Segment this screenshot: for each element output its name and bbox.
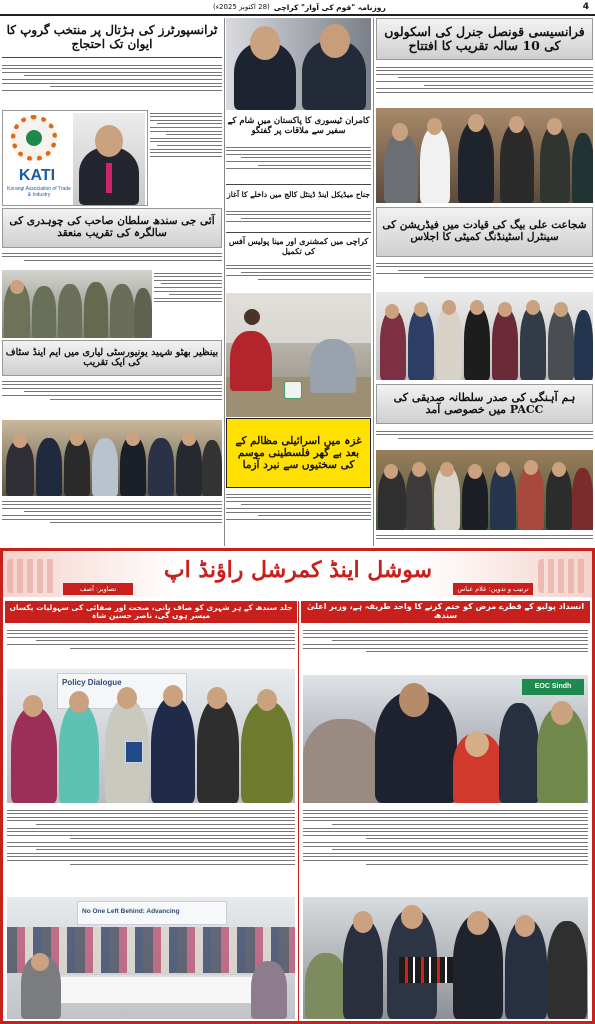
headline-shujaat[interactable]: شجاعت علی بیگ کی قیادت میں فیڈریشن کی سینٹرل اسٹینڈنگ کمیٹی کا اجلاس	[376, 207, 593, 257]
photographer-tag: تصاویر: آصف	[63, 583, 133, 595]
social-section	[0, 548, 595, 1024]
article-body-sultan-2	[154, 270, 222, 338]
article-body-sultan	[2, 250, 222, 268]
headline-kamran-tessori[interactable]: کامران ٹیسوری کا پاکستان میں شام کے سفیر سے ملاقات پر گفتگو	[227, 116, 370, 136]
article-body-police	[226, 262, 371, 290]
article-body-transporters	[2, 62, 222, 108]
photo-policy-dialogue	[7, 669, 295, 803]
photo-police-officers	[2, 270, 152, 338]
photo-french-consulate	[376, 108, 593, 203]
article-body-gaza	[226, 491, 371, 543]
article-body-french	[376, 64, 593, 106]
issue-date: (28 اکتوبر 2025ء)	[212, 3, 270, 11]
headline-benazir[interactable]: بینظیر بھٹو شہید یونیورسٹی لیاری میں ایم اینڈ سٹاف کی ایک تقریب	[2, 340, 222, 376]
article-body-pacc	[376, 428, 593, 448]
kati-portrait	[73, 113, 145, 205]
social-banner	[3, 551, 592, 597]
masthead	[0, 0, 595, 16]
article-body-pacc-foot	[376, 532, 593, 544]
photo-press-conference	[303, 897, 588, 1019]
headline-gaza[interactable]: غزہ میں اسرائیلی مظالم کے بعد بے گھر فلسطینی موسم کی سختیوں سے نبرد آزما	[235, 434, 362, 472]
photo-gaza	[226, 293, 371, 417]
editor-tag: ترتیب و تدوین: غلام عباس	[453, 583, 533, 595]
headline-sultan[interactable]: آئی جی سندھ سلطان صاحب کی چوہدری کی سالگرہ کی تقریب منعقد	[2, 208, 222, 248]
photo-seminar-group	[7, 897, 295, 1019]
photo-kamran-tessori	[226, 18, 371, 110]
article-body-benazir	[2, 378, 222, 418]
eoc-text: EOC Sindh	[534, 683, 572, 690]
no-one-left-text: No One Left Behind: Advancing	[82, 908, 180, 915]
headline-transporters[interactable]: ٹرانسپورٹرز کی ہڑتال پر منتخب گروپ کا ایوان تک احتجاج	[2, 18, 222, 58]
banner-silhouettes-left	[7, 559, 57, 593]
policy-dialogue-text: Policy Dialogue	[62, 678, 122, 687]
photo-shujaat-meeting	[376, 292, 593, 380]
kati-logo-icon	[11, 115, 57, 161]
article-body-kamran	[226, 144, 371, 182]
page-number: 4	[582, 2, 589, 12]
headline-nasir-shah[interactable]: جلد سندھ کے ہر شہری کو صاف پانی، صحت اور صفائی کی سہولیات یکساں میسر ہوں گی، ناصر حسین شاہ	[9, 602, 293, 620]
headline-pacc[interactable]: ہم آہنگی کی صدر سلطانہ صدیقی کی PACC میں خصوصی آمد	[376, 384, 593, 424]
right-intro-text	[303, 627, 588, 673]
banner-title: سوشل اینڈ کمرشل راؤنڈ اپ	[163, 557, 433, 583]
headline-karachi-police[interactable]: کراچی میں کمشنری اور مینا پولیس آفس کی تکمیل	[226, 232, 371, 260]
paper-name: روزنامہ "قوم کی آواز" کراچی	[273, 2, 386, 12]
right-body-text	[303, 807, 588, 893]
right-headline-box	[301, 601, 590, 623]
gaza-headline-box	[226, 418, 371, 488]
left-body-text	[7, 807, 295, 893]
article-body-scholarship	[226, 208, 371, 230]
left-headline-box	[5, 601, 297, 623]
article-body-benazir-2	[2, 498, 222, 544]
eoc-banner	[522, 679, 584, 695]
article-body-shujaat	[376, 260, 593, 290]
headline-scholarship[interactable]: جناح میڈیکل اینڈ ڈینٹل کالج میں داخلے کا آغاز	[226, 184, 371, 206]
photo-pacc-group	[376, 450, 593, 530]
award-plaque	[125, 741, 143, 763]
photo-polio-drops	[303, 675, 588, 803]
photo-benazir-group	[2, 420, 222, 496]
kati-name: KATI	[18, 167, 56, 184]
kati-ad	[2, 110, 148, 206]
article-body-side	[150, 110, 222, 206]
banner-silhouettes-right	[538, 559, 588, 593]
headline-french-consulate[interactable]: فرانسیسی قونصل جنرل کی اسکولوں کی 10 سالہ تقریب کا افتتاح	[376, 18, 593, 60]
left-intro-text	[7, 627, 295, 667]
kati-fullname: Korangi Association of Trade & Industry	[7, 186, 71, 198]
headline-polio[interactable]: انسداد پولیو کے قطرے مرض کو ختم کرنے کا واحد طریقہ ہے، وزیر اعلیٰ سندھ	[306, 602, 585, 620]
